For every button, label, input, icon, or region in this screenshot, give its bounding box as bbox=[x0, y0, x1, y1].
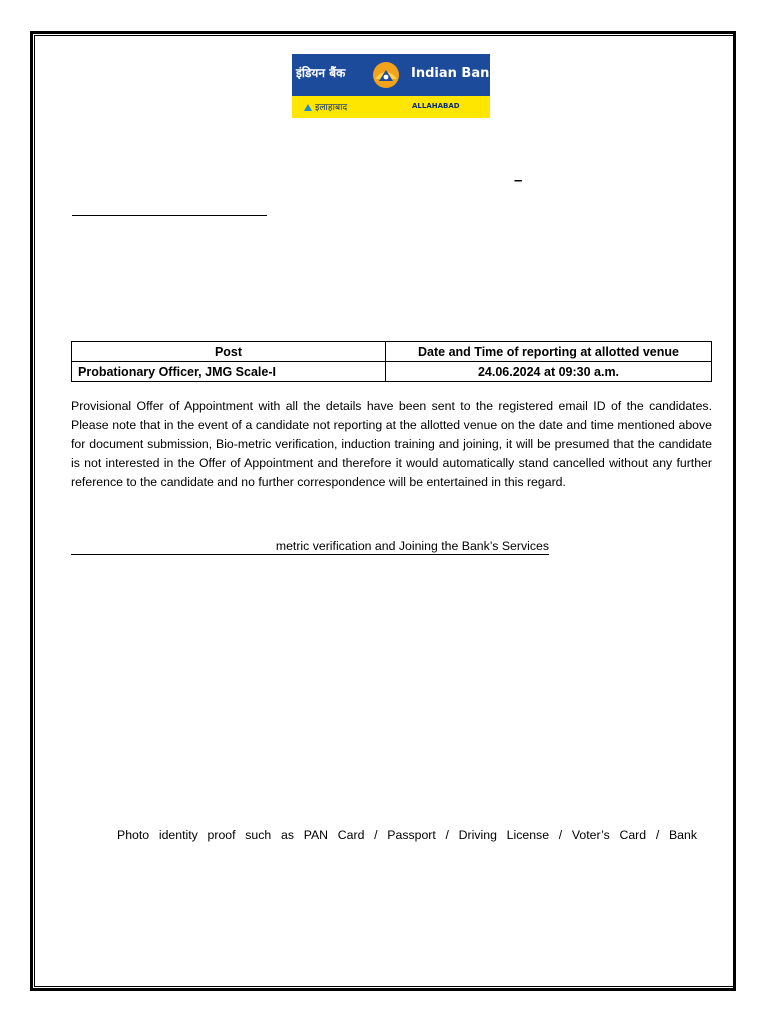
table-header-post: Post bbox=[72, 342, 386, 362]
offer-paragraph: Provisional Offer of Appointment with all the details have been sent to the registered email ID of the candidates. Please note that in the event of a candidate not reporting at the allotted venue on the date and time mentioned above for document submission, Bio-metric verification, induction training and joining, it will be presumed that the candidate is not interested in the Offer of Appointment and therefore it would automatically stand cancelled without any further reference to the candidate and no further correspondence will be entertained in this regard. bbox=[71, 399, 712, 489]
indian-bank-logo bbox=[292, 54, 498, 118]
dash-mark: – bbox=[514, 172, 523, 189]
table-cell-post: Probationary Officer, JMG Scale-I bbox=[72, 362, 386, 382]
table-row bbox=[72, 362, 712, 382]
logo-english-text: Indian Bank bbox=[411, 66, 498, 81]
top-underline bbox=[72, 215, 267, 216]
logo-sub-hindi-text: इलाहाबाद bbox=[315, 103, 348, 113]
section-heading: metric verification and Joining the Bank’s Services bbox=[71, 538, 549, 555]
reporting-schedule-table bbox=[71, 341, 712, 382]
logo-sub-english: ALLAHABAD bbox=[412, 102, 460, 110]
page-border-inner bbox=[34, 35, 734, 987]
table-header-date-time: Date and Time of reporting at allotted venue bbox=[386, 342, 712, 362]
allahabad-triangle-icon bbox=[304, 104, 312, 111]
logo-sub-hindi bbox=[304, 100, 347, 113]
indian-bank-emblem-icon bbox=[369, 61, 403, 89]
table-cell-date-time: 24.06.2024 at 09:30 a.m. bbox=[386, 362, 712, 382]
logo-hindi-text: इंडियन बैंक bbox=[296, 66, 346, 80]
photo-identity-text: Photo identity proof such as PAN Card / Passport / Driving License / Voter’s Card / Bank bbox=[117, 828, 697, 842]
table-header-row bbox=[72, 342, 712, 362]
